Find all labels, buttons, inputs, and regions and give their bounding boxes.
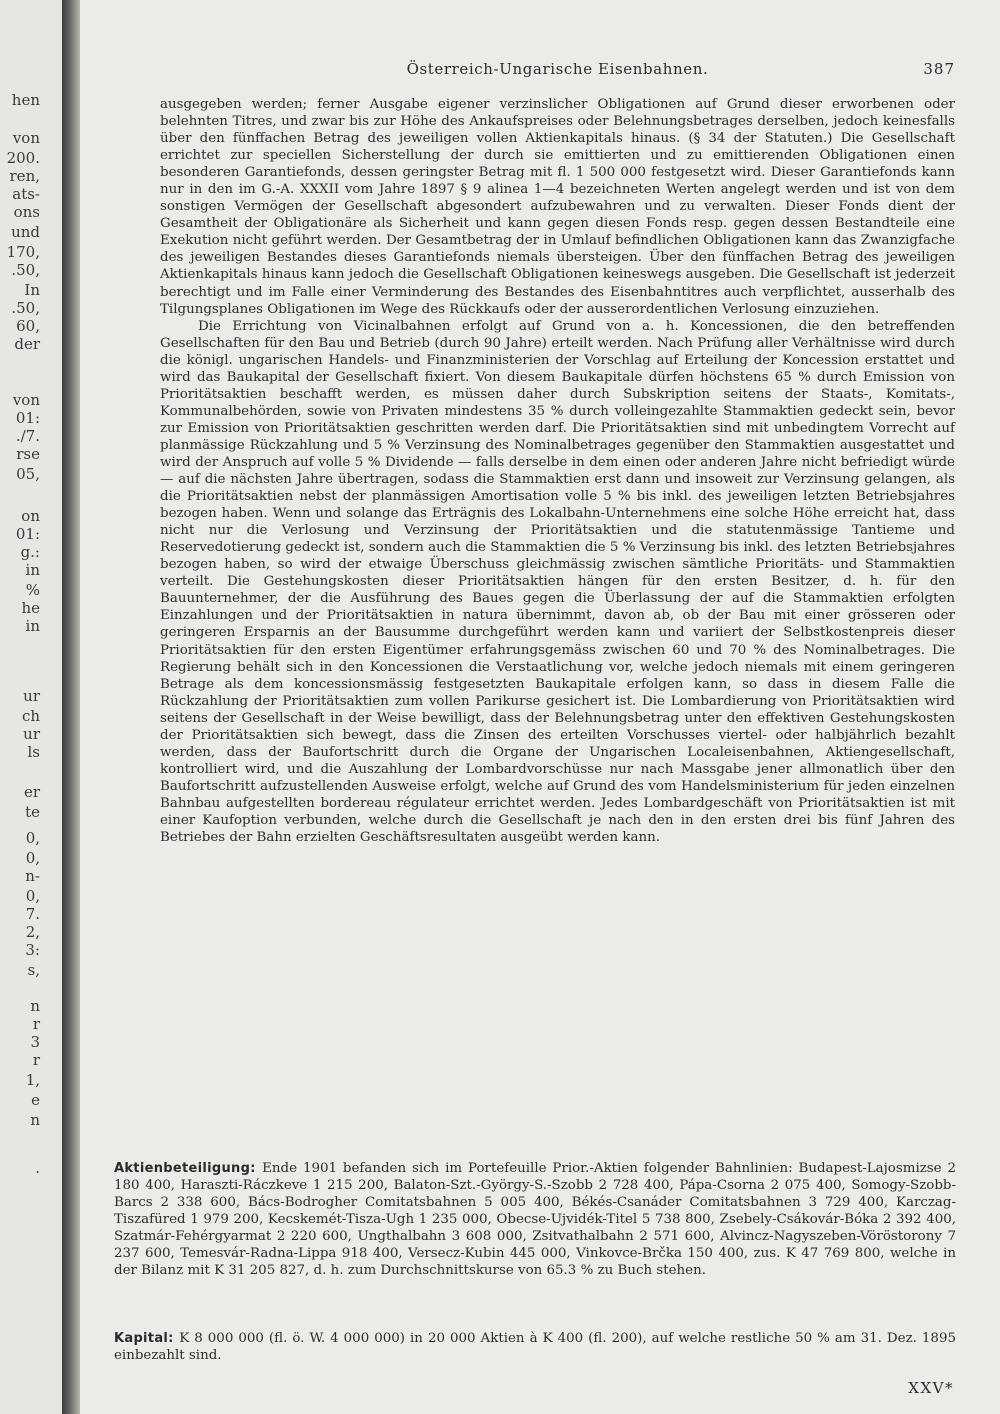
facing-page-text-fragment: 3	[30, 1033, 40, 1051]
facing-page-text-fragment: he	[21, 599, 40, 617]
facing-page-text-fragment: von	[12, 129, 40, 147]
section-heading: Aktienbeteiligung:	[114, 1161, 263, 1176]
paragraph-vicinalbahnen: Die Errichtung von Vicinalbahnen erfolgt auf Grund von a. h. Koncessionen, die den betreffenden Gesellschaften für den Bau und Betrieb (durch 90 Jahre) erteilt werden. Nach Prüfung aller Verhältnisse wird durch die königl. ungarischen Handels- und Finanzministerien der Vorschlag auf Erteilung der Koncession erstattet und wird das Baukapital der Gesellschaft fixiert. Von diesem Baukapitale dürfen höchstens 65 % durch Emission von Prioritätsaktien beschafft werden, es müssen daher durch Subskription seitens der Staats-, Komitats-, Kommunalbehörden, sowie von Privaten mindestens 35 % durch volleingezahlte Stammaktien gedeckt sein, bevor zur Emission von Prioritätsaktien geschritten werden darf. Die Prioritätsaktien sind mit unbedingtem Vorrecht auf planmässige Rückzahlung und 5 % Verzinsung des Nominalbetrages gegenüber den Stammaktien ausgestattet und wird der Anspruch auf volle 5 % Dividende — falls derselbe in dem einen oder anderen Jahre nicht befriedigt würde — auf die nächsten Jahre übertragen, sodass die Stammaktien erst dann und insoweit zur Verzinsung gelangen, als die Prioritätsaktien nebst der planmässigen Amortisation volle 5 % bis inkl. des jeweiligen letzten Betriebsjahres bezogen haben. Wenn und solange das Erträgnis des Lokalbahn-Unternehmens eine solche Höhe erreicht hat, dass nicht nur die Verlosung und Verzinsung der Prioritätsaktien und die statutenmässige Tantieme und Reservedotierung gedeckt ist, sondern auch die Stammaktien die 5 % Verzinsung bis inkl. des letzten Betriebsjahres bezogen haben, so wird der etwaige Überschuss gleichmässig zwischen sämtliche Prioritäts- und Stammaktien verteilt. Die Gestehungskosten dieser Prioritätsaktien hängen für den ersten Besitzer, d. h. für den Bauunternehmer, der die Ausführung des Baues gegen die Überlassung der auf die Stammaktien erfolgten Einzahlungen und der Prioritätsaktien in natura übernimmt, davon ab, ob der Bau mit einer grösseren oder geringeren Ersparnis an der Bausumme durchgeführt werden kann und variiert der Selbstkostenpreis dieser Prioritätsaktien für den ersten Eigentümer erfahrungsgemäss zwischen 60 und 70 % des Nominalbetrages. Die Regierung behält sich in den Koncessionen die Verstaatlichung vor, welche jedoch niemals mit einem geringeren Betrage als dem koncessionsmässig festgesetzten Baukapitale erfolgen kann, so dass in diesem Falle die Rückzahlung der Prioritätsaktien zum vollen Parikurse gesichert ist. Die Lombardierung von Prioritätsaktien wird seitens der Gesellschaft in der Weise bewilligt, dass der Belehnungsbetrag unter den effektiven Gestehungskosten der Prioritätsaktien sich bewegt, dass die Zinsen des erteilten Vorschusses viertel- oder halbjährlich bezahlt werden, dass der Baufortschritt durch die Organe der Ungarischen Localeisenbahnen, Aktiengesellschaft, kontrolliert wird, und die Auszahlung der Lombardvorschüsse nur nach Massgabe jener allmonatlich über den Baufortschritt aufzustellenden Ausweise erfolgt, welche auf Grund des vom Handelsministerium für jeden einzelnen Bahnbau aufgestellten bordereau régulateur errichtet werden. Jedes Lombardgeschäft von Prioritätsaktien ist mit einer Kaufoption verbunden, welche durch die Gesellschaft je nach den in den ersten drei bis fünf Jahren des Betriebes der Bahn erzielten Geschäftsresultaten ausgeübt werden kann.	[160, 318, 955, 846]
running-title: Österreich-Ungarische Eisenbahnen.	[406, 60, 709, 78]
facing-page-text-fragment: und	[11, 223, 40, 241]
section-text: K 8 000 000 (fl. ö. W. 4 000 000) in 20 000 Aktien à K 400 (fl. 200), auf welche restliche 50 % am 31. Dez. 1895 einbezahlt sind.	[114, 1331, 956, 1364]
facing-page-text-fragment: r	[32, 1015, 40, 1033]
facing-page-text-fragment: ons	[13, 203, 40, 221]
facing-page-text-fragment: 0,	[25, 849, 40, 867]
facing-page-text-fragment: 170,	[6, 243, 40, 261]
facing-page-text-fragment: 1,	[25, 1071, 40, 1089]
facing-page-text-fragment: on	[21, 507, 40, 525]
facing-page-text-fragment: der	[14, 335, 40, 353]
section-aktienbeteiligung	[114, 1160, 956, 1279]
facing-page-text-fragment: In	[24, 281, 40, 299]
facing-page-text-fragment: .50,	[11, 261, 40, 279]
facing-page-text-fragment: ur	[23, 687, 40, 705]
facing-page-text-fragment: von	[12, 391, 40, 409]
facing-page-text-fragment: er	[23, 783, 40, 801]
facing-page-text-fragment: e	[31, 1091, 40, 1109]
facing-page-text-fragment: ur	[23, 725, 40, 743]
facing-page-text-fragment: n	[30, 1111, 40, 1129]
facing-page-text-fragment: n-	[25, 867, 40, 885]
facing-page-text-fragment: ls	[27, 743, 40, 761]
facing-page-text-fragment: 3:	[25, 941, 40, 959]
facing-page-text-fragment: 05,	[16, 465, 40, 483]
facing-page-text-fragment: 0,	[25, 829, 40, 847]
facing-page-text-fragment: in	[25, 561, 40, 579]
signature-mark: XXV*	[908, 1379, 954, 1397]
facing-page-text-fragment: 7.	[25, 905, 40, 923]
facing-page-text-fragment: g.:	[20, 543, 40, 561]
facing-page-text-fragment: r	[32, 1051, 40, 1069]
facing-page-text-fragment: .50,	[11, 299, 40, 317]
facing-page-text-fragment: 01:	[15, 525, 40, 543]
facing-page-text-fragment: 200.	[6, 149, 40, 167]
main-text	[160, 96, 955, 846]
facing-page-text-fragment: 60,	[16, 317, 40, 335]
page-header	[160, 60, 955, 84]
facing-page-text-fragment: .	[35, 1159, 40, 1177]
facing-page-text-fragment: s,	[27, 961, 40, 979]
facing-page-text-fragment: ./7.	[15, 427, 40, 445]
book-spine-shadow	[62, 0, 80, 1414]
facing-page-text-fragment: %	[25, 581, 40, 599]
section-text: Ende 1901 befanden sich im Portefeuille Prior.-Aktien folgender Bahnlinien: Budapest-Lajosmizse 2 180 400, Haraszti-Ráczkeve 1 215 200, Balaton-Szt.-György-S.-Szobb 2 728 400, Pápa-Csorna 2 075 400, Somogy-Szobb-Barcs 2 338 600, Bács-Bodrogher Comitatsbahnen 5 005 400, Békés-Csanáder Comitatsbahnen 3 729 400, Karczag-Tiszafüred 1 979 200, Kecskemét-Tisza-Ugh 1 235 000, Obecse-Ujvidék-Titel 5 738 800, Zsebely-Csákovár-Bóka 2 392 400, Szatmár-Fehérgyarmat 2 220 600, Ungthalbahn 3 608 000, Zsitvathalbahn 2 571 600, Alvincz-Nagyszeben-Vöröstorony 7 237 600, Temesvár-Radna-Lippa 918 400, Versecz-Kubin 445 000, Vinkovce-Brčka 150 400, zus. K 47 769 800, welche in der Bilanz mit K 31 205 827, d. h. zum Durchschnittskurse von 65.3 % zu Buch stehen.	[114, 1161, 956, 1279]
facing-page-text-fragment: n	[30, 997, 40, 1015]
paragraph-obligations: ausgegeben werden; ferner Ausgabe eigener verzinslicher Obligationen auf Grund dieser erworbenen oder belehnten Titres, und zwar bis zur Höhe des Ankaufspreises oder Belehnungsbetrages derselben, jedoch keinesfalls über den fünffachen Betrag des jeweiligen vollen Aktienkapitals hinaus. (§ 34 der Statuten.) Die Gesellschaft errichtet zur speciellen Sicherstellung der durch sie emittierten und zu emittierenden Obligationen einen besonderen Garantiefonds, dessen geringster Betrag mit fl. 1 500 000 festgesetzt wird. Dieser Garantiefonds kann nur in den im G.-A. XXXII vom Jahre 1897 § 9 alinea 1—4 bezeichneten Werten angelegt werden und ist von dem sonstigen Vermögen der Gesellschaft abgesondert aufzubewahren und zu verwalten. Dieser Fonds dient der Gesamtheit der Obligationäre als Sicherheit und kann gegen diesen Fonds resp. gegen dessen Bestandteile eine Exekution nicht geführt werden. Der Gesamtbetrag der in Umlauf befindlichen Obligationen kann das Zwanzigfache des jeweiligen Bestandes dieses Garantiefonds niemals übersteigen. Über den fünffachen Betrag des jeweiligen Aktienkapitals hinaus kann jedoch die Gesellschaft Obligationen keineswegs ausgeben. Die Gesellschaft ist jederzeit berechtigt und im Falle einer Verminderung des Bestandes des Eisenbahntitres auch verpflichtet, ausserhalb des Tilgungsplanes Obligationen im Wege des Rückkaufs oder der ausserordentlichen Verlosung einzuziehen.	[160, 97, 955, 317]
section-heading: Kapital:	[114, 1331, 180, 1346]
facing-page-text-fragment: 2,	[25, 923, 40, 941]
facing-page-text-fragment: te	[25, 803, 40, 821]
facing-page-text-fragment: in	[25, 617, 40, 635]
page-number: 387	[923, 60, 955, 78]
facing-page-text-fragment: ats-	[12, 185, 40, 203]
facing-page-text-fragment: rse	[16, 445, 40, 463]
facing-page-fragment	[0, 0, 62, 1414]
facing-page-text-fragment: 0,	[25, 887, 40, 905]
facing-page-text-fragment: ch	[21, 707, 40, 725]
facing-page-text-fragment: 01:	[15, 409, 40, 427]
section-kapital	[114, 1330, 956, 1364]
facing-page-text-fragment: ren,	[9, 167, 40, 185]
facing-page-text-fragment: hen	[11, 91, 40, 109]
